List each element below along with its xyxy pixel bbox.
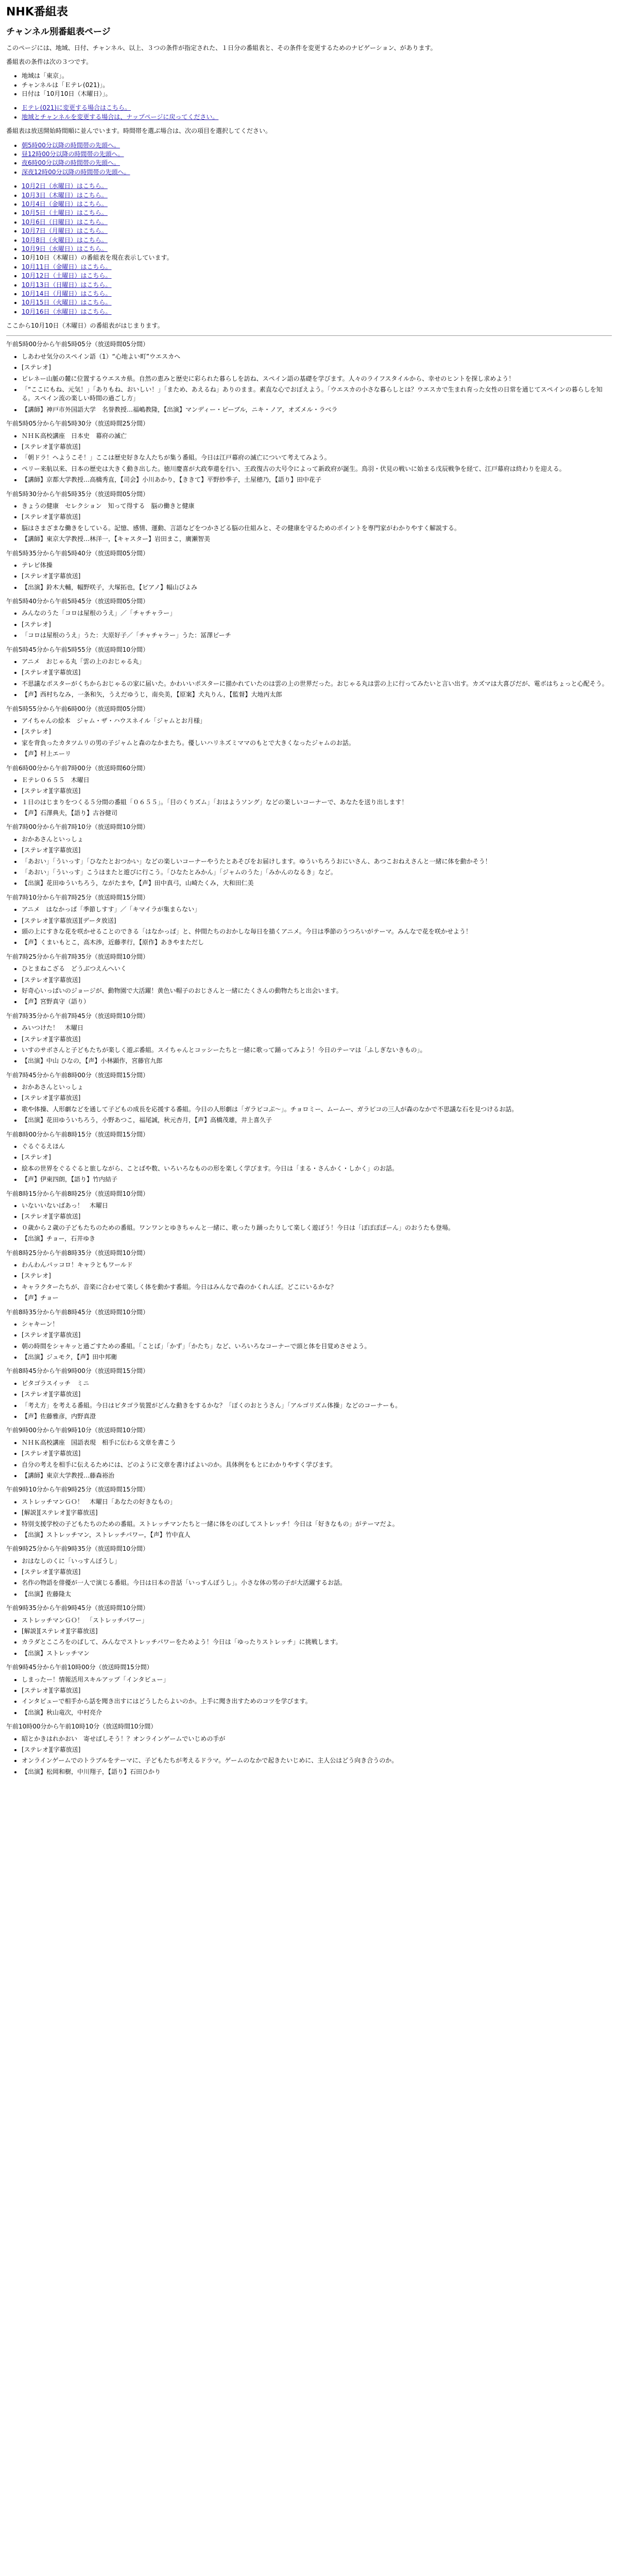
- program-detail-line: • 【声】チョー: [22, 1294, 612, 1302]
- program-detail-line: • 好奇心いっぱいのジョージが、動物園で大活躍！黄色い帽子のおじさんと一緒にたくさんの動物たちと出会います。: [22, 987, 612, 995]
- program-title: • しまったー！情報活用スキルアップ「インタビュー」: [22, 1675, 612, 1684]
- program-title: • シャキーン！: [22, 1320, 612, 1329]
- program-detail-line: • [解説][ステレオ][字幕放送]: [22, 1627, 612, 1636]
- program-details: [6, 1675, 612, 1718]
- program-detail-line: • [ステレオ]: [22, 1272, 612, 1280]
- program-details: [6, 561, 612, 592]
- program-detail-line: • 【出演】チョー，石井ゆき: [22, 1234, 612, 1243]
- program-time: 午前9時00分から午前9時10分（放送時間10分間）: [6, 1427, 149, 1434]
- program-title: • ストレッチマンＧＯ！ 「ストレッチパワー」: [22, 1616, 612, 1625]
- program-detail-line: • [ステレオ][字幕放送]: [22, 787, 612, 795]
- page-subtitle: チャンネル別番組表ページ: [6, 26, 111, 37]
- program-detail-line: • [ステレオ]: [22, 363, 612, 372]
- change-channel-link[interactable]: Ｅテレ(021)に変更する場合はこちら。: [22, 104, 131, 112]
- program-detail-line: • [ステレオ]: [22, 727, 612, 736]
- program-detail-line: • 「コロは屋根のうえ」うた：大原好子／「チャチャラー」うた：冨澤ピーチ: [22, 631, 612, 640]
- program-detail-line: • 【声】伊東四朗，【語り】竹内結子: [22, 1175, 612, 1184]
- date-link[interactable]: 10月15日（火曜日）はこちら。: [22, 299, 112, 307]
- date-link-item: [22, 218, 612, 227]
- program-details: [6, 1261, 612, 1303]
- time-link-item: [22, 141, 612, 150]
- program-title: • みんなのうた「コロは屋根のうえ」／「チャチャラー」: [22, 609, 612, 618]
- date-link[interactable]: 10月8日（火曜日）はこちら。: [22, 236, 108, 244]
- program-details: [6, 1438, 612, 1481]
- program-entry: [6, 1663, 612, 1717]
- program-detail-line: • 【声】村上エーリ: [22, 750, 612, 758]
- page-intro: このページには、地域、日付、チャンネル、以上、３つの条件が指定された、１日分の番組表と、その条件を変更するためのナビゲーション、があります。: [6, 44, 437, 52]
- program-detail-line: • 【声】宮野真守（語り）: [22, 997, 612, 1006]
- program-time: 午前7時25分から午前7時35分（放送時間10分間）: [6, 953, 149, 960]
- program-entry: [6, 340, 612, 414]
- page-title: NHK番組表: [6, 6, 68, 19]
- time-link-item: [22, 168, 612, 177]
- program-details: [6, 1083, 612, 1125]
- program-entry: [6, 646, 612, 700]
- program-entry: [6, 490, 612, 544]
- program-detail-line: • [ステレオ][字幕放送]: [22, 513, 612, 521]
- program-detail-line: • [ステレオ][字幕放送]: [22, 443, 612, 451]
- program-details: [6, 835, 612, 888]
- program-time: 午前9時10分から午前9時25分（放送時間15分間）: [6, 1486, 149, 1494]
- date-link[interactable]: 10月2日（水曜日）はこちら。: [22, 182, 108, 190]
- conditions-list: [6, 72, 612, 98]
- program-detail-line: • 「考え方」を考える番組。今日はピタゴラ装置がどんな動きをするかな？「ぼくのおとうさん」「アルゴリズム体操」などのコーナーも。: [22, 1401, 612, 1410]
- program-detail-line: • インタビューで相手から話を聞き出すにはどうしたらよいのか。上手に聞き出すためのコツを学びます。: [22, 1697, 612, 1706]
- date-link[interactable]: 10月3日（木曜日）はこちら。: [22, 191, 108, 199]
- date-link-item: [22, 308, 612, 316]
- program-detail-line: • [ステレオ][字幕放送]: [22, 572, 612, 581]
- date-link-item: [22, 290, 612, 298]
- program-time: 午前10時00分から午前10時10分（放送時間10分間）: [6, 1723, 157, 1731]
- program-time: 午前7時00分から午前7時10分（放送時間10分間）: [6, 823, 149, 831]
- program-title: • アイちゃんの絵本 ジャム・ザ・ハウスネイル「ジャムとお月様」: [22, 717, 612, 725]
- program-detail-line: • [ステレオ][字幕放送]: [22, 1686, 612, 1695]
- condition-channel: • チャンネルは「Ｅテレ(021)」。: [22, 81, 612, 90]
- program-detail-line: • [ステレオ][字幕放送]: [22, 1745, 612, 1754]
- program-detail-line: • [ステレオ][字幕放送]: [22, 1212, 612, 1221]
- program-entry: [6, 1604, 612, 1658]
- program-entry: [6, 893, 612, 947]
- program-time: 午前9時45分から午前10時00分（放送時間15分間）: [6, 1664, 153, 1671]
- date-link-item: [22, 227, 612, 235]
- program-title: • テレビ体操: [22, 561, 612, 570]
- program-details: [6, 776, 612, 818]
- conditions-heading: 番組表の条件は次の３つです。: [6, 58, 93, 65]
- program-entry: [6, 1249, 612, 1303]
- program-details: [6, 432, 612, 485]
- date-link-item: [22, 245, 612, 253]
- program-entry: [6, 1308, 612, 1362]
- program-entry: [6, 1722, 612, 1776]
- program-detail-line: • 【出演】佐藤隆太: [22, 1590, 612, 1599]
- date-link-item: [22, 236, 612, 245]
- program-detail-line: • 【声】くまいもとこ，高木渉，近藤孝行，【原作】あきやまただし: [22, 938, 612, 947]
- program-entry: [6, 1426, 612, 1480]
- program-detail-line: • 家を背負ったカタツムリの男の子ジャムと森のなかまたち。優しいハリネズミママのもとで大きくなったジャムのお話。: [22, 739, 612, 748]
- program-title: • Ｅテレ０６５５ 木曜日: [22, 776, 612, 785]
- program-time: 午前5時55分から午前6時00分（放送時間05分間）: [6, 705, 149, 713]
- program-title: • アニメ おじゃる丸「雲の上のおじゃる丸」: [22, 657, 612, 666]
- program-time: 午前8時25分から午前8時35分（放送時間10分間）: [6, 1249, 149, 1257]
- time-link-item: [22, 150, 612, 159]
- change-region-item: [22, 113, 612, 122]
- program-details: [6, 964, 612, 1007]
- time-links: [6, 141, 612, 177]
- program-title: • アニメ はなかっぱ「季節しすす」／「キマイラが集まらない」: [22, 905, 612, 914]
- program-title: • わんわんパッコロ！キャラともワールド: [22, 1261, 612, 1269]
- program-entry: [6, 1367, 612, 1421]
- program-time: 午前9時35分から午前9時45分（放送時間10分間）: [6, 1604, 149, 1612]
- program-list: [6, 340, 612, 1776]
- program-details: [6, 1142, 612, 1184]
- program-detail-line: • 自分の考えを相手に伝えるためには、どのように文章を書けばよいのか。具体例をもとにわかりやすく学びます。: [22, 1461, 612, 1469]
- program-details: [6, 1201, 612, 1244]
- program-detail-line: • オンラインゲームでのトラブルをテーマに、子どもたちが考えるドラマ。ゲームのなかで起きたいじめに、主人公はどう向き合うのか。: [22, 1756, 612, 1765]
- program-entry: [6, 549, 612, 592]
- date-link[interactable]: 10月13日（日曜日）はこちら。: [22, 281, 112, 289]
- condition-date: • 日付は「10月10日（木曜日）」。: [22, 90, 612, 98]
- program-detail-line: • 頭の上にすきな花を咲かせることのできる「はなかっぱ」と、仲間たちのおかしな毎日を描くアニメ。今日は季節のうつろいがテーマ。みんなで花を咲かせよう！: [22, 927, 612, 936]
- program-detail-line: • 脳はさまざまな働きをしている。記憶、感情、運動、言語などをつかさどる脳の仕組みと、その健康を守るためのポイントを専門家がわかりやすく解説する。: [22, 524, 612, 533]
- program-detail-line: • ペリー来航以来、日本の歴史は大きく動き出した。徳川慶喜が大政奉還を行い、王政復古の大号令によって新政府が誕生。鳥羽・伏見の戦いに始まる戊辰戦争を経て、江戸幕府は終わりを迎える。: [22, 465, 612, 473]
- program-title: • ピタゴラスイッチ ミニ: [22, 1379, 612, 1388]
- program-details: [6, 1735, 612, 1777]
- program-detail-line: • 【出演】中山 ひなの，【声】小林顕作，宮藤官九郎: [22, 1057, 612, 1065]
- program-title: • ストレッチマンＧＯ！ 木曜日「あなたの好きなもの」: [22, 1498, 612, 1506]
- program-time: 午前6時00分から午前7時00分（放送時間60分間）: [6, 764, 149, 772]
- program-time: 午前5時05分から午前5時30分（放送時間25分間）: [6, 420, 149, 428]
- program-detail-line: • 名作の物語を俳優が一人で演じる番組。今日は日本の昔話「いっすんぼうし」。小さな体の男の子が大活躍するお話。: [22, 1579, 612, 1587]
- date-link[interactable]: 10月16日（水曜日）はこちら。: [22, 308, 112, 315]
- program-time: 午前5時40分から午前5時45分（放送時間05分間）: [6, 598, 149, 605]
- program-time: 午前5時45分から午前5時55分（放送時間10分間）: [6, 646, 149, 653]
- program-detail-line: • 「“ここにもね、元気！」「ありもね、おいしい！」「まため、あえるね」ありのまま。素直な心でおぼえよう。「ウエスカの小さな暮らしとは？ウエスカで生まれ育った女性の日常を通じてスペインの暮らしを知る。スペイン流の楽しい時間の過ごし方」: [22, 385, 612, 403]
- change-links: [6, 104, 612, 122]
- date-link-item: [22, 209, 612, 217]
- program-detail-line: • 「朝ドラ！へようこそ！」ここは歴史好きな人たちが集う番組。今日は江戸幕府の滅亡について考えてみよう。: [22, 453, 612, 462]
- program-time: 午前8時15分から午前8時25分（放送時間10分間）: [6, 1190, 149, 1197]
- program-details: [6, 1379, 612, 1421]
- program-details: [6, 1498, 612, 1540]
- program-detail-line: • [ステレオ][字幕放送][データ放送]: [22, 917, 612, 925]
- date-link[interactable]: 10月14日（月曜日）はこちら。: [22, 290, 112, 297]
- program-detail-line: • 【出演】花田ゆういちろう，ながたまや，【声】田中真弓，山崎たくみ，大和田仁美: [22, 879, 612, 888]
- program-detail-line: • キャラクターたちが、音楽に合わせて楽しく体を動かす番組。今日はみんなで森のかくれんぼ。どこにいるかな？: [22, 1283, 612, 1292]
- program-detail-line: • [ステレオ][字幕放送]: [22, 1035, 612, 1044]
- date-link-item: [22, 191, 612, 200]
- program-detail-line: • 【出演】ストレッチマン，ストレッチパワー，【声】竹中直人: [22, 1531, 612, 1539]
- program-detail-line: • [ステレオ]: [22, 620, 612, 629]
- program-detail-line: • 【声】佐藤雅彦，内野真澄: [22, 1412, 612, 1421]
- program-detail-line: • 【出演】鈴木大輔，幅野咲子，大塚拓也，【ピアノ】幅山ぴよみ: [22, 583, 612, 592]
- program-detail-line: • 【声】石澤典夫，【語り】古谷健司: [22, 809, 612, 818]
- list-start-note: ここから10月10日（木曜日）の番組表がはじまります。: [6, 322, 164, 330]
- program-detail-line: • ピレネー山脈の麓に位置するウエスカ県。自然の恵みと歴史に彩られた暮らしを訪ね、スペイン語の基礎を学びます。人々のライフスタイルから、幸せのヒントを探し求めよう！: [22, 375, 612, 383]
- program-entry: [6, 597, 612, 640]
- program-detail-line: • 【出演】松岡和樹，中川翔子，【語り】石田ひかり: [22, 1768, 612, 1776]
- program-title: • みいつけた！ 木曜日: [22, 1024, 612, 1032]
- program-detail-line: • [ステレオ][字幕放送]: [22, 1568, 612, 1577]
- program-details: [6, 502, 612, 544]
- date-link[interactable]: 10月9日（水曜日）はこちら。: [22, 245, 108, 252]
- program-detail-line: • 朝の時間をシャキッと過ごすための番組。「ことば」「かず」「かたち」など、いろいろなコーナーで頭と体を目覚めさせよう。: [22, 1342, 612, 1351]
- program-title: • おかあさんといっしょ: [22, 1083, 612, 1092]
- program-time: 午前9時25分から午前9時35分（放送時間10分間）: [6, 1545, 149, 1553]
- program-details: [6, 1616, 612, 1658]
- date-link[interactable]: 10月12日（土曜日）はこちら。: [22, 272, 112, 280]
- program-entry: [6, 1485, 612, 1539]
- date-link-item: [22, 263, 612, 272]
- program-detail-line: • [ステレオ][字幕放送]: [22, 1094, 612, 1103]
- program-detail-line: • [ステレオ][字幕放送]: [22, 976, 612, 985]
- program-title: • ＮＨＫ高校講座 国語表現 相手に伝わる文章を書こう: [22, 1438, 612, 1447]
- time-link-evening[interactable]: 夜6時00分以降の時間帯の先頭へ。: [22, 159, 120, 167]
- program-detail-line: • [解説][ステレオ][字幕放送]: [22, 1509, 612, 1517]
- program-detail-line: • １日のはじまりをつくる５分間の番組「０６５５」。「目のくりズム」「おはようソング」などの楽しいコーナーで、あなたを送り出します！: [22, 798, 612, 807]
- program-detail-line: • [ステレオ][字幕放送]: [22, 1449, 612, 1458]
- program-detail-line: • [ステレオ][字幕放送]: [22, 1390, 612, 1399]
- program-detail-line: • 特別支援学校の子どもたちのための番組。ストレッチマンたちと一緒に体をのばしてストレッチ！今日は「好きなもの」がテーマだよ。: [22, 1520, 612, 1529]
- program-title: • きょうの健康 セレクション 知って得する 脳の働きと健康: [22, 502, 612, 511]
- date-link[interactable]: 10月6日（日曜日）はこちら。: [22, 218, 108, 226]
- program-detail-line: • [ステレオ][字幕放送]: [22, 668, 612, 677]
- program-detail-line: • カラダとこころをのばして、みんなでストレッチパワーをためよう！今日は「ゆったりストレッチ」に挑戦します。: [22, 1638, 612, 1647]
- program-time: 午前8時45分から午前9時00分（放送時間15分間）: [6, 1367, 149, 1375]
- date-link[interactable]: 10月4日（金曜日）はこちら。: [22, 200, 108, 208]
- program-time: 午前8時00分から午前8時15分（放送時間15分間）: [6, 1130, 149, 1138]
- program-details: [6, 352, 612, 414]
- current-date-label: 10月10日（木曜日）の番組表を現在表示しています。: [22, 254, 173, 262]
- program-details: [6, 1557, 612, 1599]
- date-link-item: [22, 200, 612, 209]
- condition-region: • 地域は「東京」。: [22, 72, 612, 80]
- program-detail-line: • 【出演】秋山竜次，中村亮介: [22, 1708, 612, 1717]
- program-detail-line: • 「あおい」「ういっす」こうはまたと遊びに行こう。「ひなたとみかん」「ジャムのうた」「みかんのなるき」など。: [22, 868, 612, 877]
- program-detail-line: • 絵本の世界をぐるぐると旅しながら、ことばや数、いろいろなものの形を楽しく学びます。今日は「まる・さんかく・しかく」のお話。: [22, 1164, 612, 1173]
- program-details: [6, 1320, 612, 1362]
- program-detail-line: • 【出演】ストレッチマン: [22, 1649, 612, 1658]
- date-link[interactable]: 10月7日（月曜日）はこちら。: [22, 227, 108, 235]
- program-time: 午前7時45分から午前8時00分（放送時間15分間）: [6, 1071, 149, 1079]
- program-title: • おはなしのくに「いっすんぼうし」: [22, 1557, 612, 1566]
- program-time: 午前8時35分から午前8時45分（放送時間10分間）: [6, 1308, 149, 1316]
- program-details: [6, 1024, 612, 1066]
- program-entry: [6, 1071, 612, 1125]
- program-detail-line: • 【声】西村ちなみ，一条和矢，うえだゆうじ，南央美，【原案】犬丸りん，【監督】大地丙太郎: [22, 690, 612, 699]
- program-entry: [6, 823, 612, 888]
- program-detail-line: • [ステレオ][字幕放送]: [22, 1331, 612, 1340]
- date-links: [6, 182, 612, 316]
- program-title: • 昭とかきはれかおい 寄せばしそう！？オンラインゲームでいじめの手が: [22, 1735, 612, 1743]
- program-time: 午前7時10分から午前7時25分（放送時間15分間）: [6, 893, 149, 901]
- program-title: • ぐるぐるえほん: [22, 1142, 612, 1151]
- program-title: • おかあさんといっしょ: [22, 835, 612, 844]
- divider: [6, 335, 612, 336]
- program-title: • しあわせ気分のスペイン語（1）“心地よい町”ウエスカへ: [22, 352, 612, 361]
- program-entry: [6, 419, 612, 484]
- program-time: 午前5時00分から午前5時05分（放送時間05分間）: [6, 341, 149, 348]
- program-entry: [6, 764, 612, 818]
- date-link[interactable]: 10月11日（金曜日）はこちら。: [22, 263, 112, 270]
- program-detail-line: • いすのサボさんと子どもたちが楽しく遊ぶ番組。スイちゃんとコッシーたちと一緒に歌って踊ってみよう！今日のテーマは「ふしぎないきもの」。: [22, 1046, 612, 1055]
- program-details: [6, 905, 612, 947]
- program-title: • ＮＨＫ高校講座 日本史 幕府の滅亡: [22, 432, 612, 440]
- program-detail-line: • 不思議なポスターがくちからおじゃるの家に届いた。かわいいポスターに描かれていたのは雲の上の世界だった。おじゃる丸は雲の上に行ってみたいと言い出す。カズマは大喜びだが、電ボはちょっと心配そう。: [22, 680, 612, 688]
- time-link-item: [22, 159, 612, 167]
- program-detail-line: • [ステレオ][字幕放送]: [22, 846, 612, 855]
- date-link-item: [22, 253, 612, 262]
- program-detail-line: • 歌や体操、人形劇などを通して子どもの成長を応援する番組。今日の人形劇は「ガラピコぷ～」。チョロミー、ムームー、ガラピコの三人が森のなかで不思議な石を見つけるお話。: [22, 1105, 612, 1114]
- program-time: 午前7時35分から午前7時45分（放送時間10分間）: [6, 1012, 149, 1020]
- program-detail-line: • 【講師】神戸市外国語大学 名誉教授…福嶋教隆，【出演】マンディー・ピーブル，ニキ・ノア，オズメル・ラベラ: [22, 405, 612, 414]
- program-entry: [6, 953, 612, 1007]
- program-title: • ひとまねこざる どうぶつえんへいく: [22, 964, 612, 973]
- program-detail-line: • 【講師】東京大学教授…藤森裕治: [22, 1471, 612, 1480]
- date-link-item: [22, 272, 612, 280]
- date-link[interactable]: 10月5日（土曜日）はこちら。: [22, 209, 108, 217]
- program-detail-line: • [ステレオ]: [22, 1153, 612, 1162]
- time-link-midnight[interactable]: 深夜12時00分以降の時間帯の先頭へ。: [22, 168, 130, 176]
- program-entry: [6, 705, 612, 759]
- time-link-noon[interactable]: 昼12時00分以降の時間帯の先頭へ。: [22, 150, 124, 158]
- program-time: 午前5時30分から午前5時35分（放送時間05分間）: [6, 490, 149, 498]
- program-detail-line: • 【出演】ジュモク，【声】田中邦衛: [22, 1353, 612, 1362]
- program-time: 午前5時35分から午前5時40分（放送時間05分間）: [6, 549, 149, 557]
- program-detail-line: • ０歳から２歳の子どもたちのための番組。ワンワンとゆきちゃんと一緒に、歌ったり踊ったりして楽しく遊ぼう！今日は「ぽぽぽぽーん」のおうたも登場。: [22, 1224, 612, 1232]
- program-entry: [6, 1545, 612, 1599]
- program-detail-line: • 【出演】花田ゆういちろう，小野あつこ，福尾誠，秋元杏月，【声】高橋茂雄，井上喜久子: [22, 1116, 612, 1125]
- program-entry: [6, 1012, 612, 1066]
- program-entry: [6, 1130, 612, 1184]
- change-channel-item: [22, 104, 612, 112]
- time-heading: 番組表は放送開始時間順に並んでいます。時間帯を選ぶ場合は、次の項目を選択してください。: [6, 127, 272, 135]
- date-link-item: [22, 281, 612, 290]
- date-link-item: [22, 182, 612, 191]
- date-link-item: [22, 298, 612, 307]
- program-detail-line: • 【講師】東京大学教授…林洋一，【キャスター】岩田まこ，廣瀬智美: [22, 535, 612, 544]
- program-details: [6, 657, 612, 700]
- program-details: [6, 609, 612, 640]
- program-details: [6, 717, 612, 759]
- program-entry: [6, 1190, 612, 1244]
- program-title: • いないいないばあっ！ 木曜日: [22, 1201, 612, 1210]
- program-detail-line: • 「あおい」「ういっす」「ひなたとおつかい」などの楽しいコーナーやうたとあそびをお届けします。ゆういちろうおにいさん、あつこおねえさんと一緒に体を動かそう！: [22, 857, 612, 866]
- program-detail-line: • 【講師】京都大学教授…高橋秀直，【司会】小川あかり，【ききて】平野紗季子，土屋穂乃，【語り】田中花子: [22, 476, 612, 484]
- back-to-top-link[interactable]: 地域とチャンネルを変更する場合は、ナップページに戻ってください。: [22, 113, 219, 121]
- time-link-morning[interactable]: 朝5時00分以降の時間帯の先頭へ。: [22, 141, 120, 149]
